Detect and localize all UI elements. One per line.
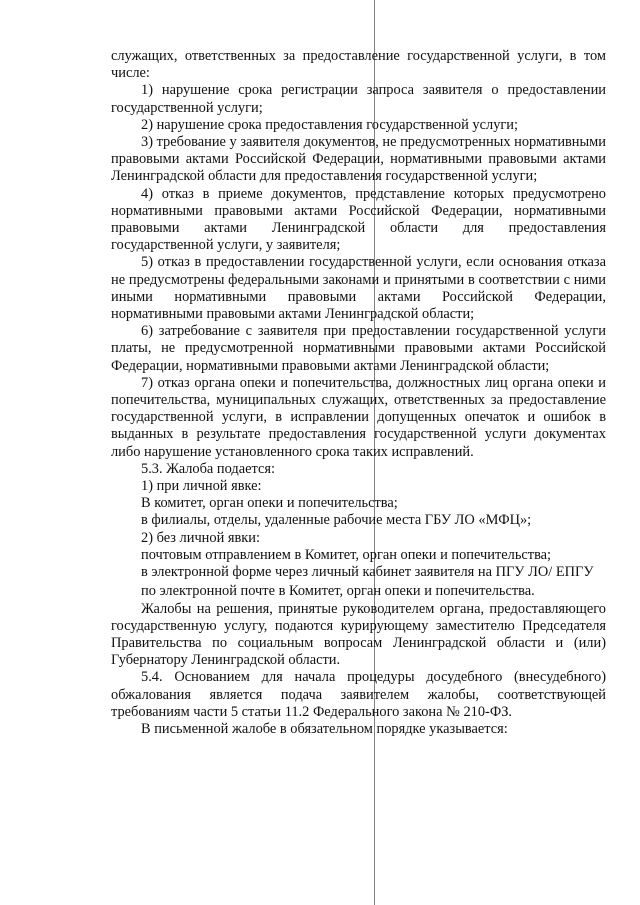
paragraph-personal: 1) при личной явке: (141, 478, 262, 495)
document-body (111, 48, 606, 738)
section-5-3-heading: 5.3. Жалоба подается: (141, 460, 275, 477)
paragraph-written-complaint: В письменной жалобе в обязательном порядке указывается: (141, 720, 508, 737)
paragraph-remote: 2) без личной явки: (141, 529, 260, 546)
paragraph-intro: служащих, ответственных за предоставление государственной услуги, в том числе: (111, 48, 606, 82)
paragraph-mfc: в филиалы, отделы, удаленные рабочие места ГБУ ЛО «МФЦ»; (141, 512, 532, 529)
paragraph-committee: В комитет, орган опеки и попечительства; (141, 495, 398, 512)
paragraph-electronic: в электронной форме через личный кабинет заявителя на ПГУ ЛО/ ЕПГУ (141, 564, 594, 581)
paragraph-item-3: 3) требование у заявителя документов, не предусмотренных нормативными правовыми актами Российской Федерации, нормативными правовыми актами Ленинградской области для предоставления государственной услуги; (111, 134, 606, 185)
paragraph-item-2: 2) нарушение срока предоставления государственной услуги; (141, 116, 518, 133)
paragraph-item-5: 5) отказ в предоставлении государственной услуги, если основания отказа не предусмотрены федеральными законами и принятыми в соответствии с ними иными нормативными правовыми актами Российской Федерации, нормативными правовыми актами Ленинградской области; (111, 254, 606, 323)
paragraph-item-1: 1) нарушение срока регистрации запроса заявителя о предоставлении государственной услуги; (111, 82, 606, 116)
paragraph-post: почтовым отправлением в Комитет, орган опеки и попечительства; (141, 546, 552, 563)
paragraph-item-6: 6) затребование с заявителя при предоставлении государственной услуги платы, не предусмотренной нормативными правовыми актами Российской Федерации, нормативными правовыми актами Ленинградской области; (111, 323, 606, 374)
paragraph-item-7: 7) отказ органа опеки и попечительства, должностных лиц органа опеки и попечительства, муниципальных служащих, ответственных за предоставление государственной услуги, в исправлении допущенных опечаток и ошибок в выданных в результате предоставления государственной услуги документах либо нарушение установленного срока таких исправлений. (111, 374, 606, 460)
paragraph-complaints: Жалобы на решения, принятые руководителем органа, предоставляющего государственную услугу, подаются курирующему заместителю Председателя Правительства по социальным вопросам Ленинградской области и (или) Губернатору Ленинградской области. (111, 600, 606, 669)
paragraph-item-4: 4) отказ в приеме документов, представление которых предусмотрено нормативными правовыми актами Российской Федерации, нормативными правовыми актами Ленинградской области для предоставления государственной услуги, у заявителя; (111, 185, 606, 254)
section-5-4-paragraph: 5.4. Основанием для начала процедуры досудебного (внесудебного) обжалования является подача заявителем жалобы, соответствующей требованиям части 5 статьи 11.2 Федерального закона № 210-ФЗ. (111, 669, 606, 720)
paragraph-email: по электронной почте в Комитет, орган опеки и попечительства. (141, 583, 535, 600)
